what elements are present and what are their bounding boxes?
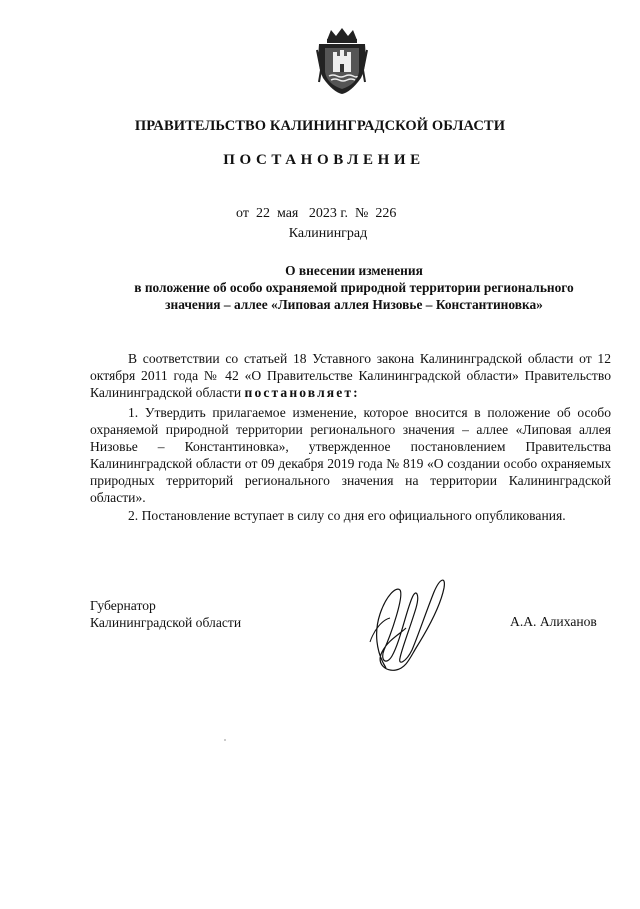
preamble-text: В соответствии со статьей 18 Уставного закона Калининградской области от 12 октября 2011 года № 42 «О Правительстве Калининградской области» Правительство Калининградской области <box>90 351 611 400</box>
document-number: 226 <box>375 206 397 221</box>
government-title: ПРАВИТЕЛЬСТВО КАЛИНИНГРАДСКОЙ ОБЛАСТИ <box>134 118 506 134</box>
date-month: мая <box>276 206 299 221</box>
document-type: ПОСТАНОВЛЕНИЕ <box>223 152 425 168</box>
date-prefix: от <box>236 206 249 221</box>
position-line-1: Губернатор <box>90 598 156 613</box>
number-sign: № <box>355 206 369 221</box>
resolves-word: постановляет: <box>244 385 360 400</box>
handwritten-signature <box>356 572 448 672</box>
scan-speck <box>224 739 226 741</box>
coat-of-arms-emblem <box>313 26 371 96</box>
item-2-paragraph: 2. Постановление вступает в силу со дня его официального опубликования. <box>128 508 566 523</box>
date-year: 2023 г. <box>308 206 349 221</box>
signatory-name: А.А. Алиханов <box>510 614 597 629</box>
signatory-position <box>90 597 241 631</box>
subject-line-2: в положение об особо охраняемой природной территории регионального <box>134 280 574 295</box>
preamble-paragraph <box>90 350 611 401</box>
city: Калининград <box>288 226 368 241</box>
subject-line-3: значения – аллее «Липовая аллея Низовье – Константиновка» <box>165 297 543 312</box>
date-number-line <box>236 206 396 222</box>
item-1-paragraph: 1. Утвердить прилагаемое изменение, которое вносится в положение об особо охраняемой природной территории регионального значения – аллее «Липовая аллея Низовье – Константиновка», утвержденное постановлением Правительства Калининградской области от 09 декабря 2019 года № 819 «О создании особо охраняемых природных территорий регионального значения на территории Калининградской области». <box>90 405 611 505</box>
subject-line-1: О внесении изменения <box>285 263 423 278</box>
document-subject <box>96 262 612 313</box>
date-day: 22 <box>255 206 270 221</box>
position-line-2: Калининградской области <box>90 615 242 630</box>
